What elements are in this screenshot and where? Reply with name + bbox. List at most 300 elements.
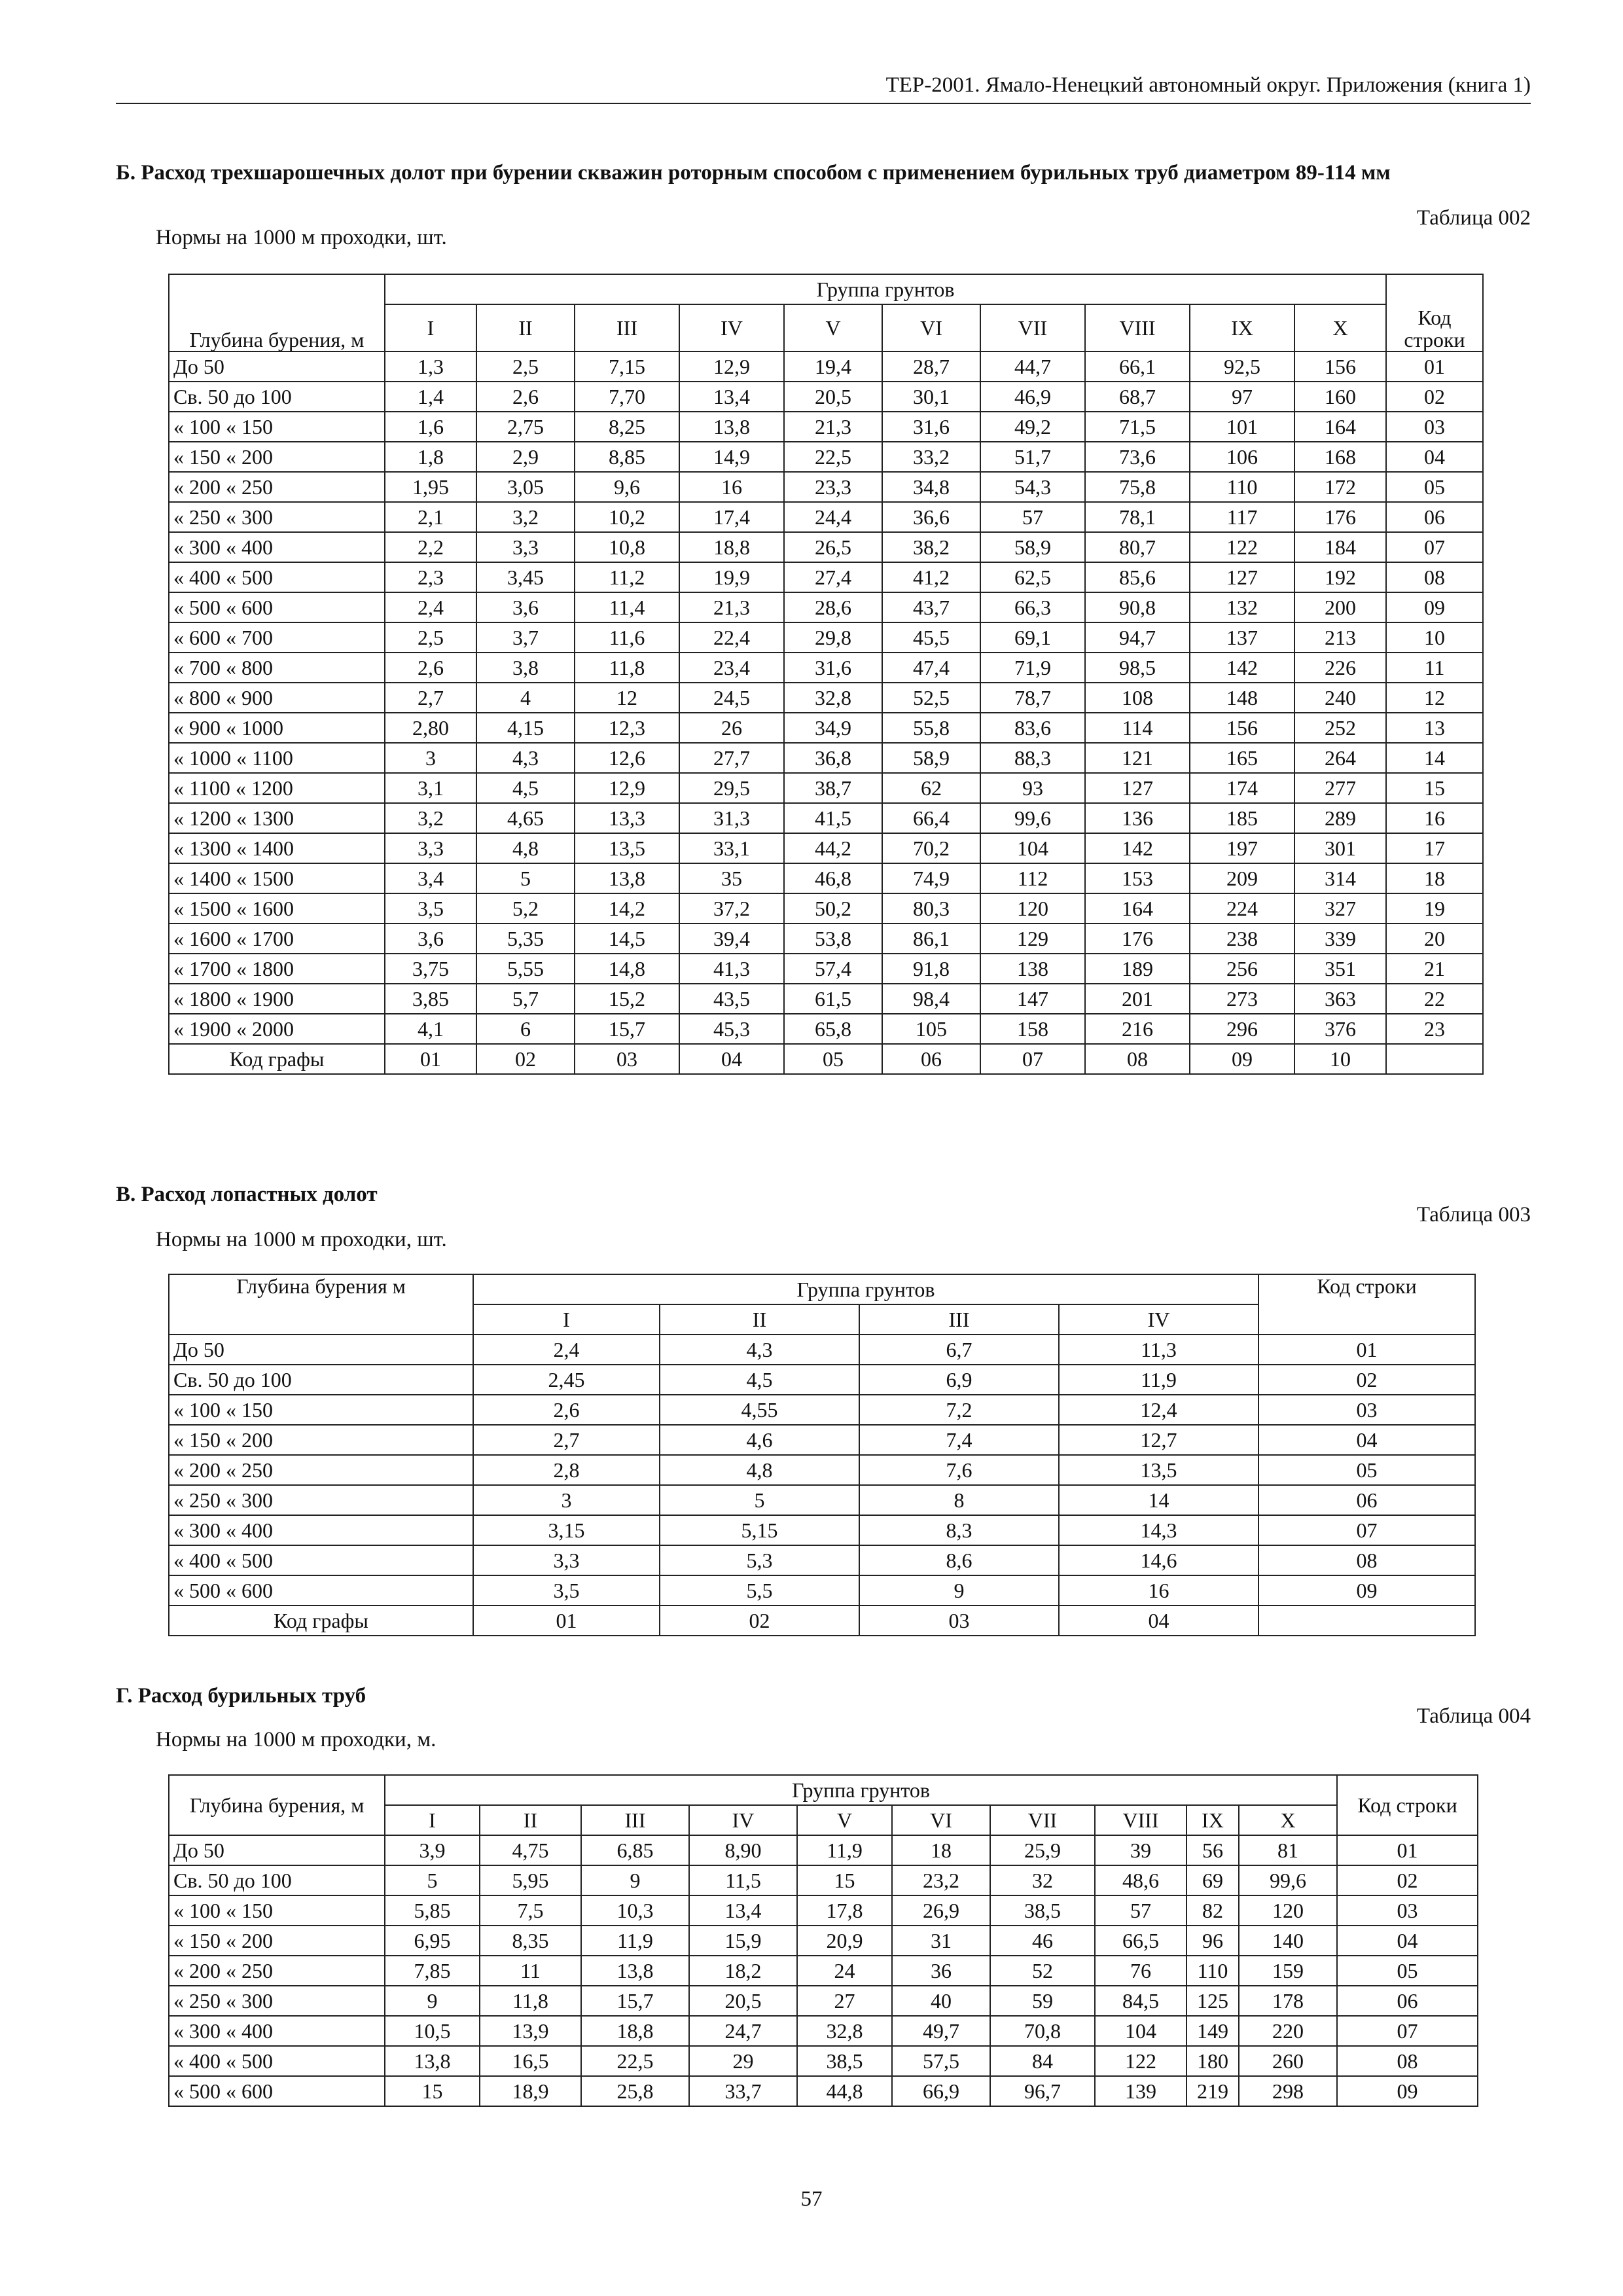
depth-range: « 800 « 900 [169, 683, 385, 713]
table-row [169, 893, 1483, 924]
norm-value: 176 [1085, 924, 1190, 954]
depth-range: « 150 « 200 [169, 1926, 385, 1956]
norm-value: 38,5 [797, 2046, 892, 2076]
norm-value: 6,9 [859, 1365, 1059, 1395]
table-row [169, 743, 1483, 773]
norm-value: 18,8 [679, 532, 784, 562]
norm-value: 52 [990, 1956, 1095, 1986]
norm-value: 277 [1294, 773, 1386, 803]
norm-value: 28,6 [784, 592, 882, 622]
norm-value: 55,8 [882, 713, 980, 743]
norm-value: 33,2 [882, 442, 980, 472]
norm-value: 76 [1095, 1956, 1186, 1986]
row-code: 10 [1386, 622, 1483, 653]
norm-value: 184 [1294, 532, 1386, 562]
norm-value: 164 [1294, 412, 1386, 442]
norm-value: 39 [1095, 1835, 1186, 1865]
depth-range: « 100 « 150 [169, 1395, 473, 1425]
norm-value: 11,6 [575, 622, 679, 653]
norm-value: 8,6 [859, 1545, 1059, 1575]
table-row [169, 532, 1483, 562]
depth-range: « 300 « 400 [169, 532, 385, 562]
table-row [169, 502, 1483, 532]
norm-value: 5,7 [476, 984, 575, 1014]
norm-value: 148 [1190, 683, 1294, 713]
norm-value: 17,8 [797, 1895, 892, 1926]
group-II: II [480, 1805, 581, 1835]
norm-value: 5,2 [476, 893, 575, 924]
depth-range: « 300 « 400 [169, 1515, 473, 1545]
table-row [169, 592, 1483, 622]
norm-value: 153 [1085, 863, 1190, 893]
norm-value: 159 [1239, 1956, 1337, 1986]
norm-value: 23,3 [784, 472, 882, 502]
norm-value: 21,3 [679, 592, 784, 622]
norm-value: 3,8 [476, 653, 575, 683]
table-row [169, 1335, 1475, 1365]
norm-value: 7,85 [385, 1956, 480, 1986]
table-label-003: Таблица 003 [1416, 1203, 1531, 1227]
norm-value: 7,15 [575, 351, 679, 382]
depth-range: « 1100 « 1200 [169, 773, 385, 803]
norm-value: 24 [797, 1956, 892, 1986]
norm-value: 24,7 [689, 2016, 797, 2046]
norm-value: 4,8 [476, 833, 575, 863]
group-V: V [797, 1805, 892, 1835]
norm-value: 34,8 [882, 472, 980, 502]
norm-value: 2,5 [476, 351, 575, 382]
norm-value: 5,3 [660, 1545, 859, 1575]
norm-value: 160 [1294, 382, 1386, 412]
depth-range: « 400 « 500 [169, 1545, 473, 1575]
table-row [169, 1455, 1475, 1485]
group-III: III [575, 304, 679, 351]
norm-value: 7,6 [859, 1455, 1059, 1485]
norm-value: 56 [1186, 1835, 1239, 1865]
depth-range: « 100 « 150 [169, 1895, 385, 1926]
norm-value: 43,7 [882, 592, 980, 622]
norm-value: 18,2 [689, 1956, 797, 1986]
table-row [169, 382, 1483, 412]
norm-value: 197 [1190, 833, 1294, 863]
norm-value: 14,2 [575, 893, 679, 924]
row-code: 11 [1386, 653, 1483, 683]
norm-value: 13,8 [679, 412, 784, 442]
norm-value: 15,9 [689, 1926, 797, 1956]
norm-value: 69 [1186, 1865, 1239, 1895]
norm-value: 21,3 [784, 412, 882, 442]
norm-value: 13,3 [575, 803, 679, 833]
norm-value: 101 [1190, 412, 1294, 442]
norm-value: 8,85 [575, 442, 679, 472]
group-IV: IV [689, 1805, 797, 1835]
norm-value: 121 [1085, 743, 1190, 773]
norm-value: 3,3 [476, 532, 575, 562]
group-I: I [385, 304, 476, 351]
norm-value: 140 [1239, 1926, 1337, 1956]
table-row [169, 1014, 1483, 1044]
group-V: V [784, 304, 882, 351]
norm-value: 168 [1294, 442, 1386, 472]
norm-value: 5 [660, 1485, 859, 1515]
row-code: 01 [1258, 1335, 1475, 1365]
table-row [169, 351, 1483, 382]
norm-value: 15 [385, 2076, 480, 2106]
norm-value: 15,7 [581, 1986, 689, 2016]
group-VI: VI [882, 304, 980, 351]
norm-value: 137 [1190, 622, 1294, 653]
norm-value: 2,7 [473, 1425, 660, 1455]
norm-value: 1,4 [385, 382, 476, 412]
norm-value: 15,7 [575, 1014, 679, 1044]
norm-value: 14 [1059, 1485, 1258, 1515]
norm-value: 16,5 [480, 2046, 581, 2076]
norm-value: 11,9 [581, 1926, 689, 1956]
depth-header: Глубина бурения, м [169, 274, 385, 351]
group-I: I [473, 1304, 660, 1335]
table-label-004: Таблица 004 [1416, 1704, 1531, 1728]
norm-value: 9 [581, 1865, 689, 1895]
depth-range: « 250 « 300 [169, 1986, 385, 2016]
norm-value: 66,1 [1085, 351, 1190, 382]
depth-range: « 1700 « 1800 [169, 954, 385, 984]
depth-range: « 500 « 600 [169, 592, 385, 622]
norm-value: 88,3 [980, 743, 1085, 773]
column-code [1386, 1044, 1483, 1074]
depth-range: « 200 « 250 [169, 1455, 473, 1485]
row-code: 16 [1386, 803, 1483, 833]
norm-value: 16 [1059, 1575, 1258, 1605]
group-VIII: VIII [1095, 1805, 1186, 1835]
norm-value: 25,9 [990, 1835, 1095, 1865]
group-IX: IX [1190, 304, 1294, 351]
column-code [1258, 1605, 1475, 1636]
norm-value: 18 [892, 1835, 990, 1865]
norm-value: 58,9 [882, 743, 980, 773]
norm-value: 11,8 [575, 653, 679, 683]
row-code: 08 [1337, 2046, 1478, 2076]
norm-value: 120 [1239, 1895, 1337, 1926]
norm-value: 201 [1085, 984, 1190, 1014]
table-row [169, 442, 1483, 472]
column-code: 04 [1059, 1605, 1258, 1636]
norm-value: 26 [679, 713, 784, 743]
norm-value: 12,4 [1059, 1395, 1258, 1425]
row-code: 04 [1258, 1425, 1475, 1455]
norm-value: 4,3 [660, 1335, 859, 1365]
norm-value: 14,3 [1059, 1515, 1258, 1545]
table-row [169, 1365, 1475, 1395]
norm-value: 84 [990, 2046, 1095, 2076]
norm-value: 2,45 [473, 1365, 660, 1395]
norm-value: 53,8 [784, 924, 882, 954]
table-row [169, 1545, 1475, 1575]
row-code: 19 [1386, 893, 1483, 924]
norm-value: 31,6 [784, 653, 882, 683]
norm-value: 45,3 [679, 1014, 784, 1044]
norm-value: 13,4 [689, 1895, 797, 1926]
table-row [169, 954, 1483, 984]
depth-range: « 250 « 300 [169, 502, 385, 532]
norm-value: 156 [1294, 351, 1386, 382]
norm-value: 376 [1294, 1014, 1386, 1044]
norm-value: 31 [892, 1926, 990, 1956]
norm-value: 158 [980, 1014, 1085, 1044]
norm-value: 7,70 [575, 382, 679, 412]
norm-value: 44,2 [784, 833, 882, 863]
norm-value: 6 [476, 1014, 575, 1044]
norm-value: 3,3 [473, 1545, 660, 1575]
norm-value: 2,7 [385, 683, 476, 713]
norm-value: 7,4 [859, 1425, 1059, 1455]
column-code: 02 [660, 1605, 859, 1636]
norm-value: 14,5 [575, 924, 679, 954]
norm-value: 238 [1190, 924, 1294, 954]
norm-value: 30,1 [882, 382, 980, 412]
norm-value: 220 [1239, 2016, 1337, 2046]
norm-value: 50,2 [784, 893, 882, 924]
norm-value: 46,9 [980, 382, 1085, 412]
depth-header: Глубина бурения, м [169, 1775, 385, 1835]
table-row [169, 1835, 1478, 1865]
row-code: 05 [1386, 472, 1483, 502]
table-row [169, 773, 1483, 803]
norm-value: 3,75 [385, 954, 476, 984]
norm-value: 5,5 [660, 1575, 859, 1605]
norm-value: 49,7 [892, 2016, 990, 2046]
norm-value: 4 [476, 683, 575, 713]
norm-value: 213 [1294, 622, 1386, 653]
row-code: 08 [1258, 1545, 1475, 1575]
norm-value: 298 [1239, 2076, 1337, 2106]
norm-value: 12,6 [575, 743, 679, 773]
depth-range: До 50 [169, 1835, 385, 1865]
table-row [169, 2016, 1478, 2046]
norm-value: 11,9 [1059, 1365, 1258, 1395]
group-VII: VII [980, 304, 1085, 351]
norm-value: 70,2 [882, 833, 980, 863]
section-title-g: Г. Расход бурильных труб [116, 1684, 366, 1708]
depth-range: « 1500 « 1600 [169, 893, 385, 924]
table-row [169, 1895, 1478, 1926]
norm-value: 94,7 [1085, 622, 1190, 653]
norm-value: 2,6 [476, 382, 575, 412]
norm-value: 99,6 [980, 803, 1085, 833]
depth-range: « 1000 « 1100 [169, 743, 385, 773]
group-X: X [1239, 1805, 1337, 1835]
norm-value: 15,2 [575, 984, 679, 1014]
norm-value: 4,1 [385, 1014, 476, 1044]
row-code: 03 [1337, 1895, 1478, 1926]
norm-value: 18,8 [581, 2016, 689, 2046]
norm-value: 3,9 [385, 1835, 480, 1865]
norm-value: 78,1 [1085, 502, 1190, 532]
norm-value: 61,5 [784, 984, 882, 1014]
norm-value: 301 [1294, 833, 1386, 863]
norm-value: 4,5 [660, 1365, 859, 1395]
norm-value: 51,7 [980, 442, 1085, 472]
norm-value: 176 [1294, 502, 1386, 532]
norm-value: 127 [1085, 773, 1190, 803]
depth-range: « 100 « 150 [169, 412, 385, 442]
norm-value: 78,7 [980, 683, 1085, 713]
table-row [169, 653, 1483, 683]
depth-range: « 500 « 600 [169, 2076, 385, 2106]
norm-value: 59 [990, 1986, 1095, 2016]
norm-value: 9 [385, 1986, 480, 2016]
norm-value: 8 [859, 1485, 1059, 1515]
norm-value: 47,4 [882, 653, 980, 683]
norm-value: 110 [1190, 472, 1294, 502]
norm-value: 44,7 [980, 351, 1085, 382]
table-row [169, 1926, 1478, 1956]
norm-value: 11 [480, 1956, 581, 1986]
table-row [169, 863, 1483, 893]
norm-value: 68,7 [1085, 382, 1190, 412]
norm-value: 74,9 [882, 863, 980, 893]
norm-value: 71,5 [1085, 412, 1190, 442]
norm-value: 52,5 [882, 683, 980, 713]
norm-value: 27 [797, 1986, 892, 2016]
column-code: 03 [859, 1605, 1059, 1636]
norm-value: 46,8 [784, 863, 882, 893]
norm-value: 66,3 [980, 592, 1085, 622]
table-row [169, 1395, 1475, 1425]
norm-value: 40 [892, 1986, 990, 2016]
group-II: II [660, 1304, 859, 1335]
depth-range: « 1600 « 1700 [169, 924, 385, 954]
column-code-label: Код графы [169, 1044, 385, 1074]
group-IV: IV [679, 304, 784, 351]
row-code: 22 [1386, 984, 1483, 1014]
depth-range: « 1300 « 1400 [169, 833, 385, 863]
column-code: 01 [385, 1044, 476, 1074]
norm-value: 8,90 [689, 1835, 797, 1865]
norms-note-003: Нормы на 1000 м проходки, шт. [156, 1228, 447, 1251]
norm-value: 122 [1095, 2046, 1186, 2076]
page-number: 57 [800, 2187, 823, 2211]
norm-value: 85,6 [1085, 562, 1190, 592]
group-header: Группа грунтов [385, 274, 1386, 304]
norm-value: 105 [882, 1014, 980, 1044]
depth-range: « 900 « 1000 [169, 713, 385, 743]
depth-range: « 150 « 200 [169, 1425, 473, 1455]
column-code: 01 [473, 1605, 660, 1636]
norm-value: 57,5 [892, 2046, 990, 2076]
norm-value: 3,5 [473, 1575, 660, 1605]
norm-value: 185 [1190, 803, 1294, 833]
depth-range: « 400 « 500 [169, 2046, 385, 2076]
norm-value: 48,6 [1095, 1865, 1186, 1895]
table-row [169, 1956, 1478, 1986]
norm-value: 93 [980, 773, 1085, 803]
norm-value: 164 [1085, 893, 1190, 924]
norm-value: 7,2 [859, 1395, 1059, 1425]
norm-value: 2,4 [473, 1335, 660, 1365]
norm-value: 13,8 [575, 863, 679, 893]
table-label-002: Таблица 002 [1416, 206, 1531, 230]
norm-value: 12,9 [575, 773, 679, 803]
norm-value: 256 [1190, 954, 1294, 984]
row-code: 17 [1386, 833, 1483, 863]
norm-value: 13,4 [679, 382, 784, 412]
norm-value: 62,5 [980, 562, 1085, 592]
norm-value: 3,85 [385, 984, 476, 1014]
norm-value: 24,5 [679, 683, 784, 713]
depth-range: « 600 « 700 [169, 622, 385, 653]
norm-value: 363 [1294, 984, 1386, 1014]
depth-range: « 1800 « 1900 [169, 984, 385, 1014]
norm-value: 66,9 [892, 2076, 990, 2106]
norm-value: 29,5 [679, 773, 784, 803]
column-code: 09 [1190, 1044, 1294, 1074]
norms-note-004: Нормы на 1000 м проходки, м. [156, 1728, 437, 1751]
norm-value: 8,3 [859, 1515, 1059, 1545]
column-code: 10 [1294, 1044, 1386, 1074]
norm-value: 38,7 [784, 773, 882, 803]
norm-value: 13,5 [575, 833, 679, 863]
norm-value: 10,2 [575, 502, 679, 532]
norm-value: 66,5 [1095, 1926, 1186, 1956]
norm-value: 3,2 [476, 502, 575, 532]
norm-value: 20,5 [784, 382, 882, 412]
depth-header: Глубина бурения м [169, 1274, 473, 1335]
norm-value: 273 [1190, 984, 1294, 1014]
norm-value: 5,55 [476, 954, 575, 984]
group-X: X [1294, 304, 1386, 351]
depth-range: « 1200 « 1300 [169, 803, 385, 833]
norm-value: 15 [797, 1865, 892, 1895]
norm-value: 80,3 [882, 893, 980, 924]
row-code: 12 [1386, 683, 1483, 713]
norm-value: 16 [679, 472, 784, 502]
row-code: 21 [1386, 954, 1483, 984]
norm-value: 339 [1294, 924, 1386, 954]
norm-value: 11,4 [575, 592, 679, 622]
norm-value: 98,4 [882, 984, 980, 1014]
row-code: 08 [1386, 562, 1483, 592]
norm-value: 19,9 [679, 562, 784, 592]
norm-value: 189 [1085, 954, 1190, 984]
norm-value: 6,85 [581, 1835, 689, 1865]
norm-value: 125 [1186, 1986, 1239, 2016]
row-code: 09 [1258, 1575, 1475, 1605]
norm-value: 10,5 [385, 2016, 480, 2046]
norm-value: 1,8 [385, 442, 476, 472]
column-code: 06 [882, 1044, 980, 1074]
norm-value: 216 [1085, 1014, 1190, 1044]
norm-value: 32 [990, 1865, 1095, 1895]
norm-value: 20,5 [689, 1986, 797, 2016]
norm-value: 110 [1186, 1956, 1239, 1986]
norm-value: 83,6 [980, 713, 1085, 743]
norm-value: 139 [1095, 2076, 1186, 2106]
norm-value: 2,5 [385, 622, 476, 653]
norm-value: 97 [1190, 382, 1294, 412]
norm-value: 4,6 [660, 1425, 859, 1455]
norm-value: 27,4 [784, 562, 882, 592]
norm-value: 8,25 [575, 412, 679, 442]
norm-value: 12,9 [679, 351, 784, 382]
column-code-label: Код графы [169, 1605, 473, 1636]
row-code: 04 [1386, 442, 1483, 472]
norm-value: 10,8 [575, 532, 679, 562]
depth-range: « 150 « 200 [169, 442, 385, 472]
depth-range: « 700 « 800 [169, 653, 385, 683]
norm-value: 13,9 [480, 2016, 581, 2046]
group-header: Группа грунтов [473, 1274, 1258, 1304]
norm-value: 57 [980, 502, 1085, 532]
